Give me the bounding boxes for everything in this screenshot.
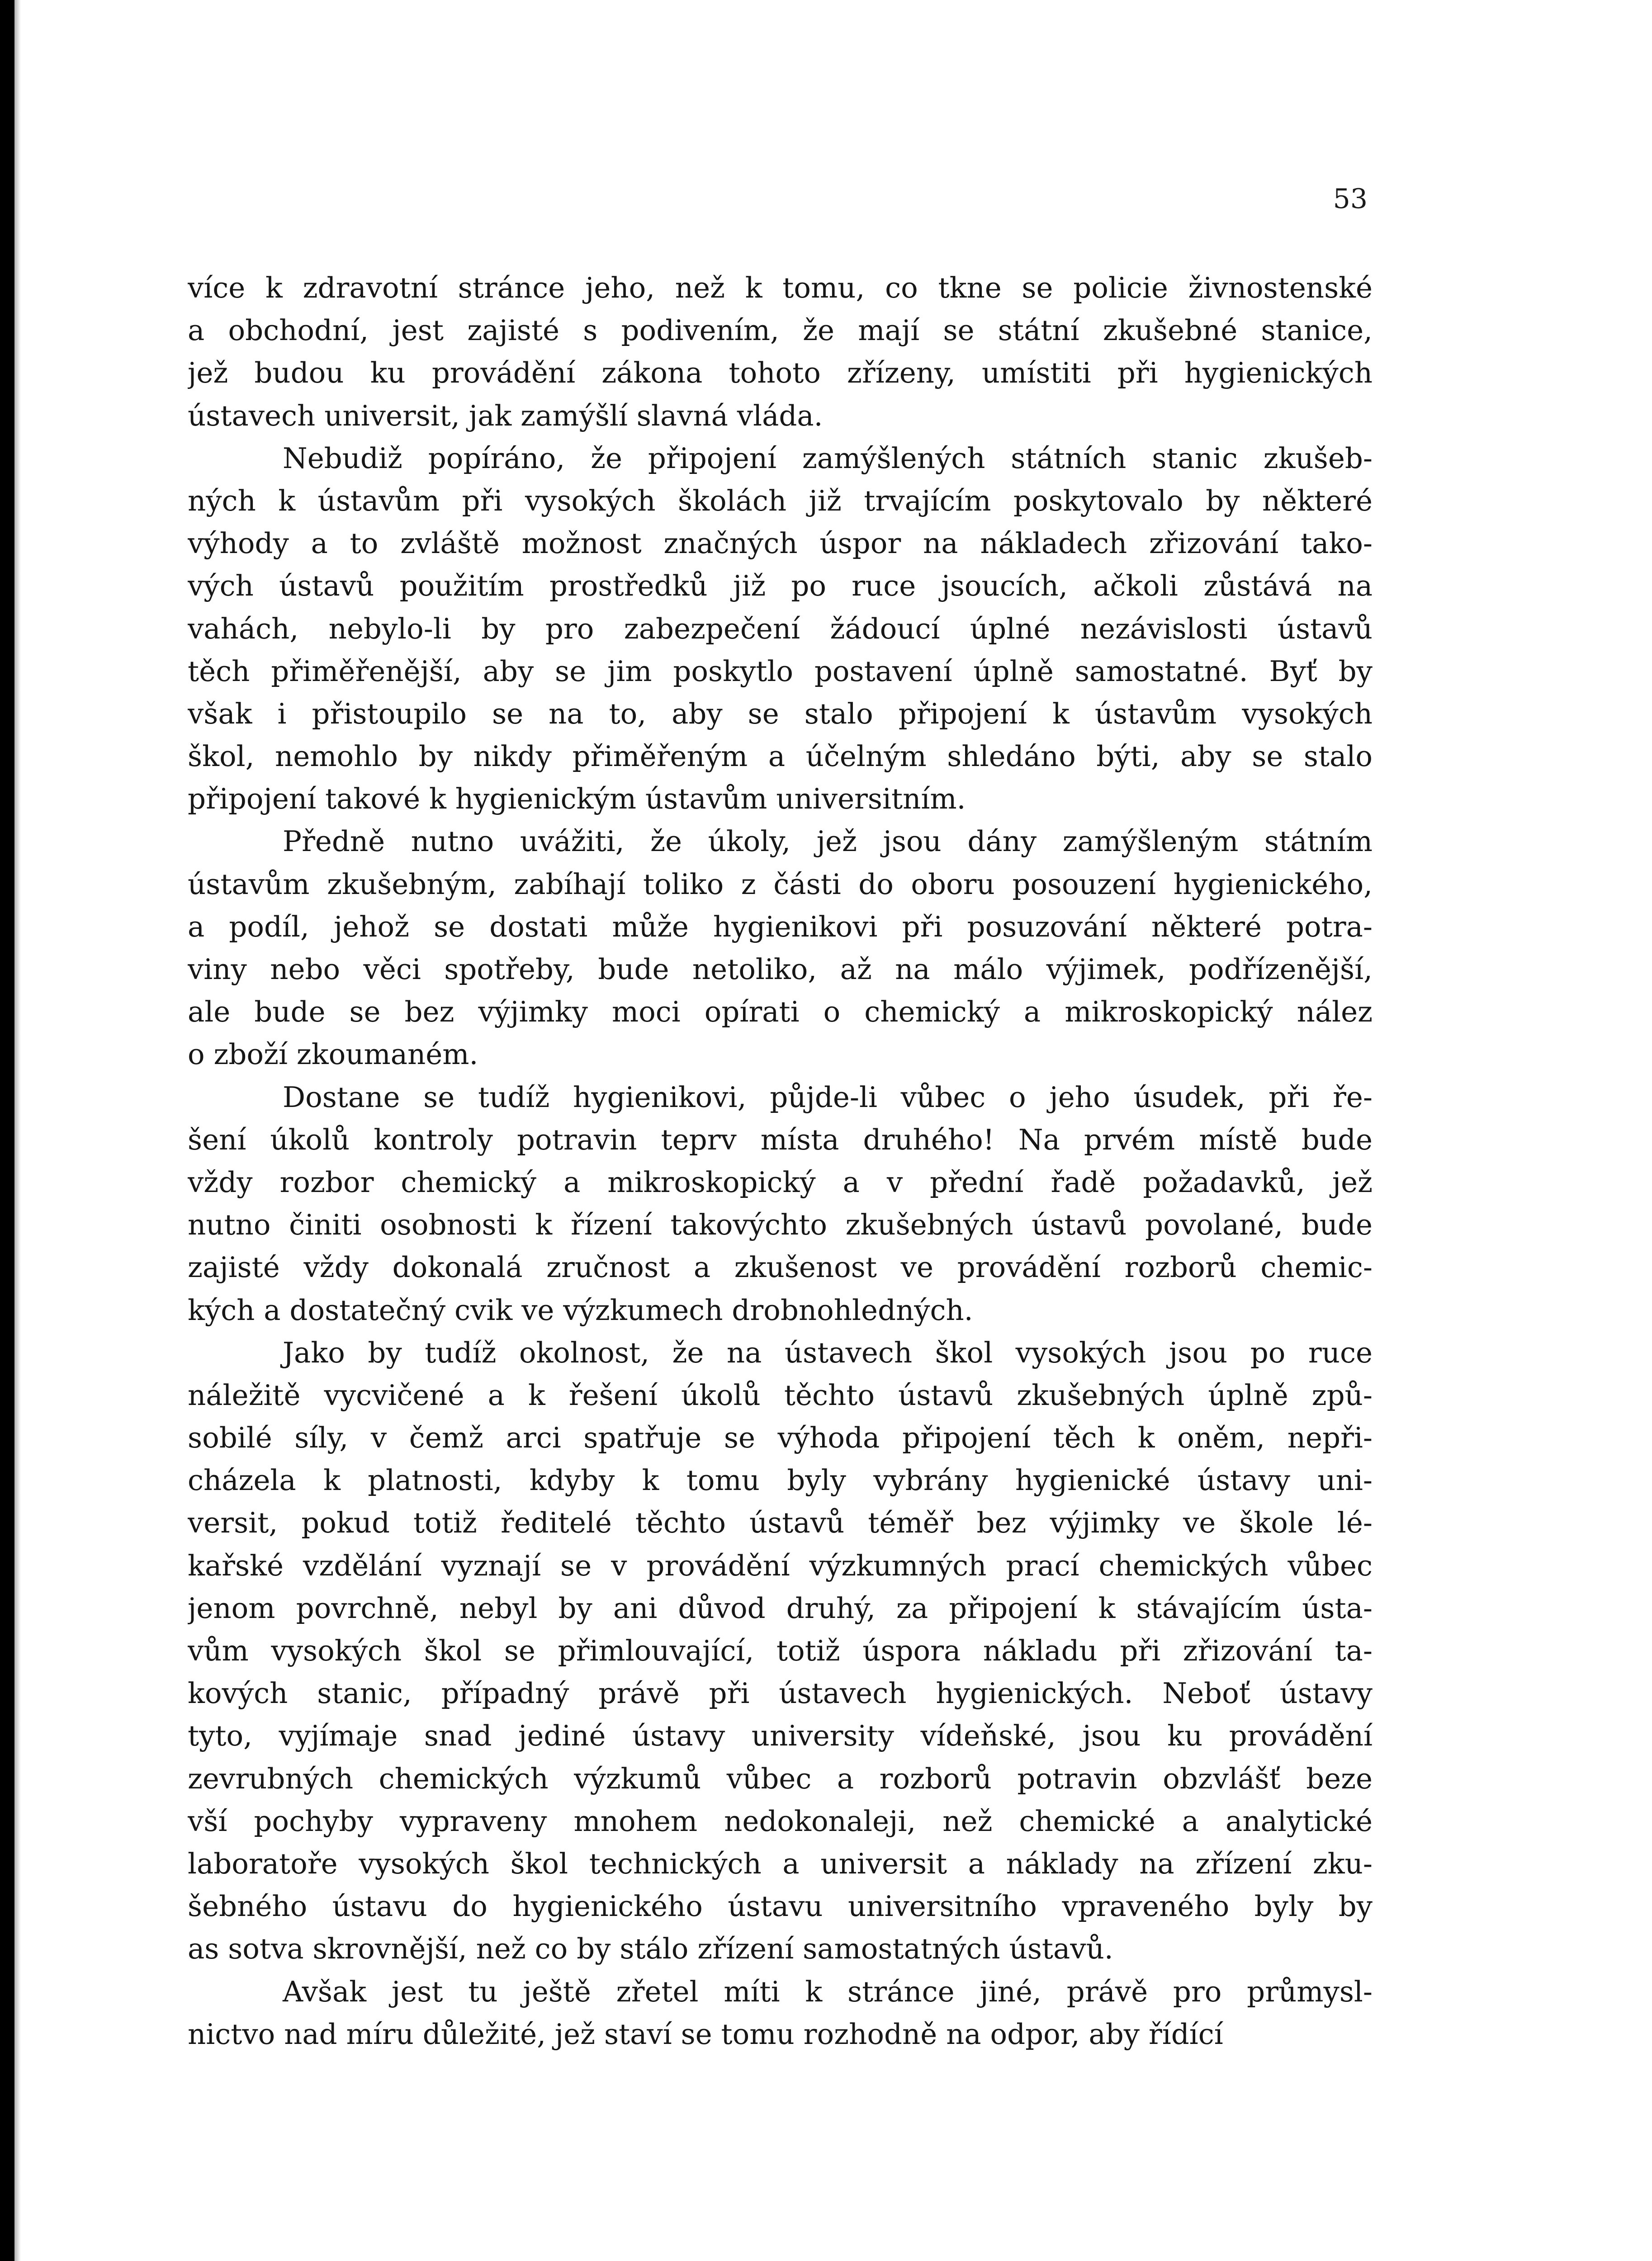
text-line: Avšak jest tu ještě zřetel míti k stránce jiné, právě pro průmysl- (283, 1975, 1373, 2008)
text-line: jenom povrchně, nebyl by ani důvod druhý, za připojení k stávajícím ústa- (188, 1591, 1373, 1625)
text-line: kových stanic, případný právě při ústavech hygienických. Neboť ústavy (188, 1677, 1373, 1710)
text-line: sobilé síly, v čemž arci spatřuje se výhoda připojení těch k oněm, nepři- (188, 1421, 1373, 1455)
paragraph (188, 1332, 1373, 1971)
text-line: Dostane se tudíž hygienikovi, půjde-li vůbec o jeho úsudek, při ře- (283, 1080, 1373, 1114)
scanned-page (14, 0, 1652, 2261)
text-line: nictvo nad míru důležité, jež staví se tomu rozhodně na odpor, aby řídící (188, 2017, 1223, 2051)
text-line: výhody a to zvláště možnost značných úspor na nákladech zřizování tako- (188, 527, 1373, 560)
text-line: šebného ústavu do hygienického ústavu universitního vpraveného byly by (188, 1890, 1373, 1923)
page-edge-shadow (14, 0, 21, 2261)
paragraph (188, 820, 1373, 1076)
text-line: vých ústavů použitím prostředků již po ruce jsoucích, ačkoli zůstává na (188, 569, 1373, 603)
text-line: vahách, nebylo-li by pro zabezpečení žádoucí úplné nezávislosti ústavů (188, 612, 1373, 645)
text-line: versit, pokud totiž ředitelé těchto ústavů téměř bez výjimky ve škole lé- (188, 1506, 1373, 1540)
text-line: cházela k platnosti, kdyby k tomu byly vybrány hygienické ústavy uni- (188, 1464, 1373, 1497)
text-line: však i přistoupilo se na to, aby se stalo připojení k ústavům vysokých (188, 697, 1373, 730)
paragraph (188, 1076, 1373, 1332)
text-line: o zboží zkoumaném. (188, 1038, 478, 1071)
text-line: Jako by tudíž okolnost, že na ústavech škol vysokých jsou po ruce (283, 1336, 1373, 1369)
text-line: ale bude se bez výjimky moci opírati o chemický a mikroskopický nález (188, 995, 1373, 1029)
text-line: viny nebo věci spotřeby, bude netoliko, až na málo výjimek, podřízenější, (188, 953, 1373, 986)
text-line: vům vysokých škol se přimlouvající, totiž úspora nákladu při zřizování ta- (188, 1634, 1373, 1667)
text-line: ných k ústavům při vysokých školách již trvajícím poskytovalo by některé (188, 484, 1373, 517)
text-line: zevrubných chemických výzkumů vůbec a rozborů potravin obzvlášť beze (188, 1762, 1373, 1795)
paragraph (188, 267, 1373, 437)
text-line: šení úkolů kontroly potravin teprv místa druhého! Na prvém místě bude (188, 1123, 1373, 1156)
text-line: ústavech universit, jak zamýšlí slavná vláda. (188, 399, 823, 432)
page-number: 53 (1333, 183, 1368, 215)
text-line: Předně nutno uvážiti, že úkoly, jež jsou dány zamýšleným státním (283, 825, 1373, 858)
text-line: vší pochyby vypraveny mnohem nedokonaleji, než chemické a analytické (188, 1804, 1373, 1838)
text-line: a podíl, jehož se dostati může hygienikovi při posuzování některé potra- (188, 910, 1373, 943)
text-line: jež budou ku provádění zákona tohoto zřízeny, umístiti při hygienických (188, 356, 1373, 390)
text-line: nutno činiti osobnosti k řízení takovýchto zkušebných ústavů povolané, bude (188, 1208, 1373, 1242)
text-line: a obchodní, jest zajisté s podivením, že mají se státní zkušebné stanice, (188, 314, 1373, 347)
text-line: připojení takové k hygienickým ústavům universitním. (188, 782, 966, 816)
paragraph (188, 437, 1373, 821)
text-line: kých a dostatečný cvik ve výzkumech drobnohledných. (188, 1293, 973, 1327)
text-line: kařské vzdělání vyznají se v provádění výzkumných prací chemických vůbec (188, 1549, 1373, 1582)
text-line: škol, nemohlo by nikdy přiměřeným a účelným shledáno býti, aby se stalo (188, 740, 1373, 773)
text-line: ústavům zkušebným, zabíhají toliko z části do oboru posouzení hygienického, (188, 867, 1373, 901)
text-line: tyto, vyjímaje snad jediné ústavy university vídeňské, jsou ku provádění (188, 1719, 1373, 1753)
text-line: as sotva skrovnější, než co by stálo zřízení samostatných ústavů. (188, 1932, 1113, 1966)
text-line: náležitě vycvičené a k řešení úkolů těchto ústavů zkušebných úplně způ- (188, 1378, 1373, 1412)
text-line: více k zdravotní stránce jeho, než k tomu, co tkne se policie živnostenské (188, 271, 1373, 304)
body-text (188, 267, 1373, 2056)
text-line: laboratoře vysokých škol technických a universit a náklady na zřízení zku- (188, 1847, 1373, 1880)
text-line: těch přiměřenější, aby se jim poskytlo postavení úplně samostatné. Byť by (188, 654, 1373, 688)
text-line: Nebudiž popíráno, že připojení zamýšlených státních stanic zkušeb- (283, 441, 1373, 475)
text-line: zajisté vždy dokonalá zručnost a zkušenost ve provádění rozborů chemic- (188, 1251, 1373, 1284)
text-line: vždy rozbor chemický a mikroskopický a v přední řadě požadavků, jež (188, 1165, 1373, 1199)
paragraph (188, 1971, 1373, 2056)
